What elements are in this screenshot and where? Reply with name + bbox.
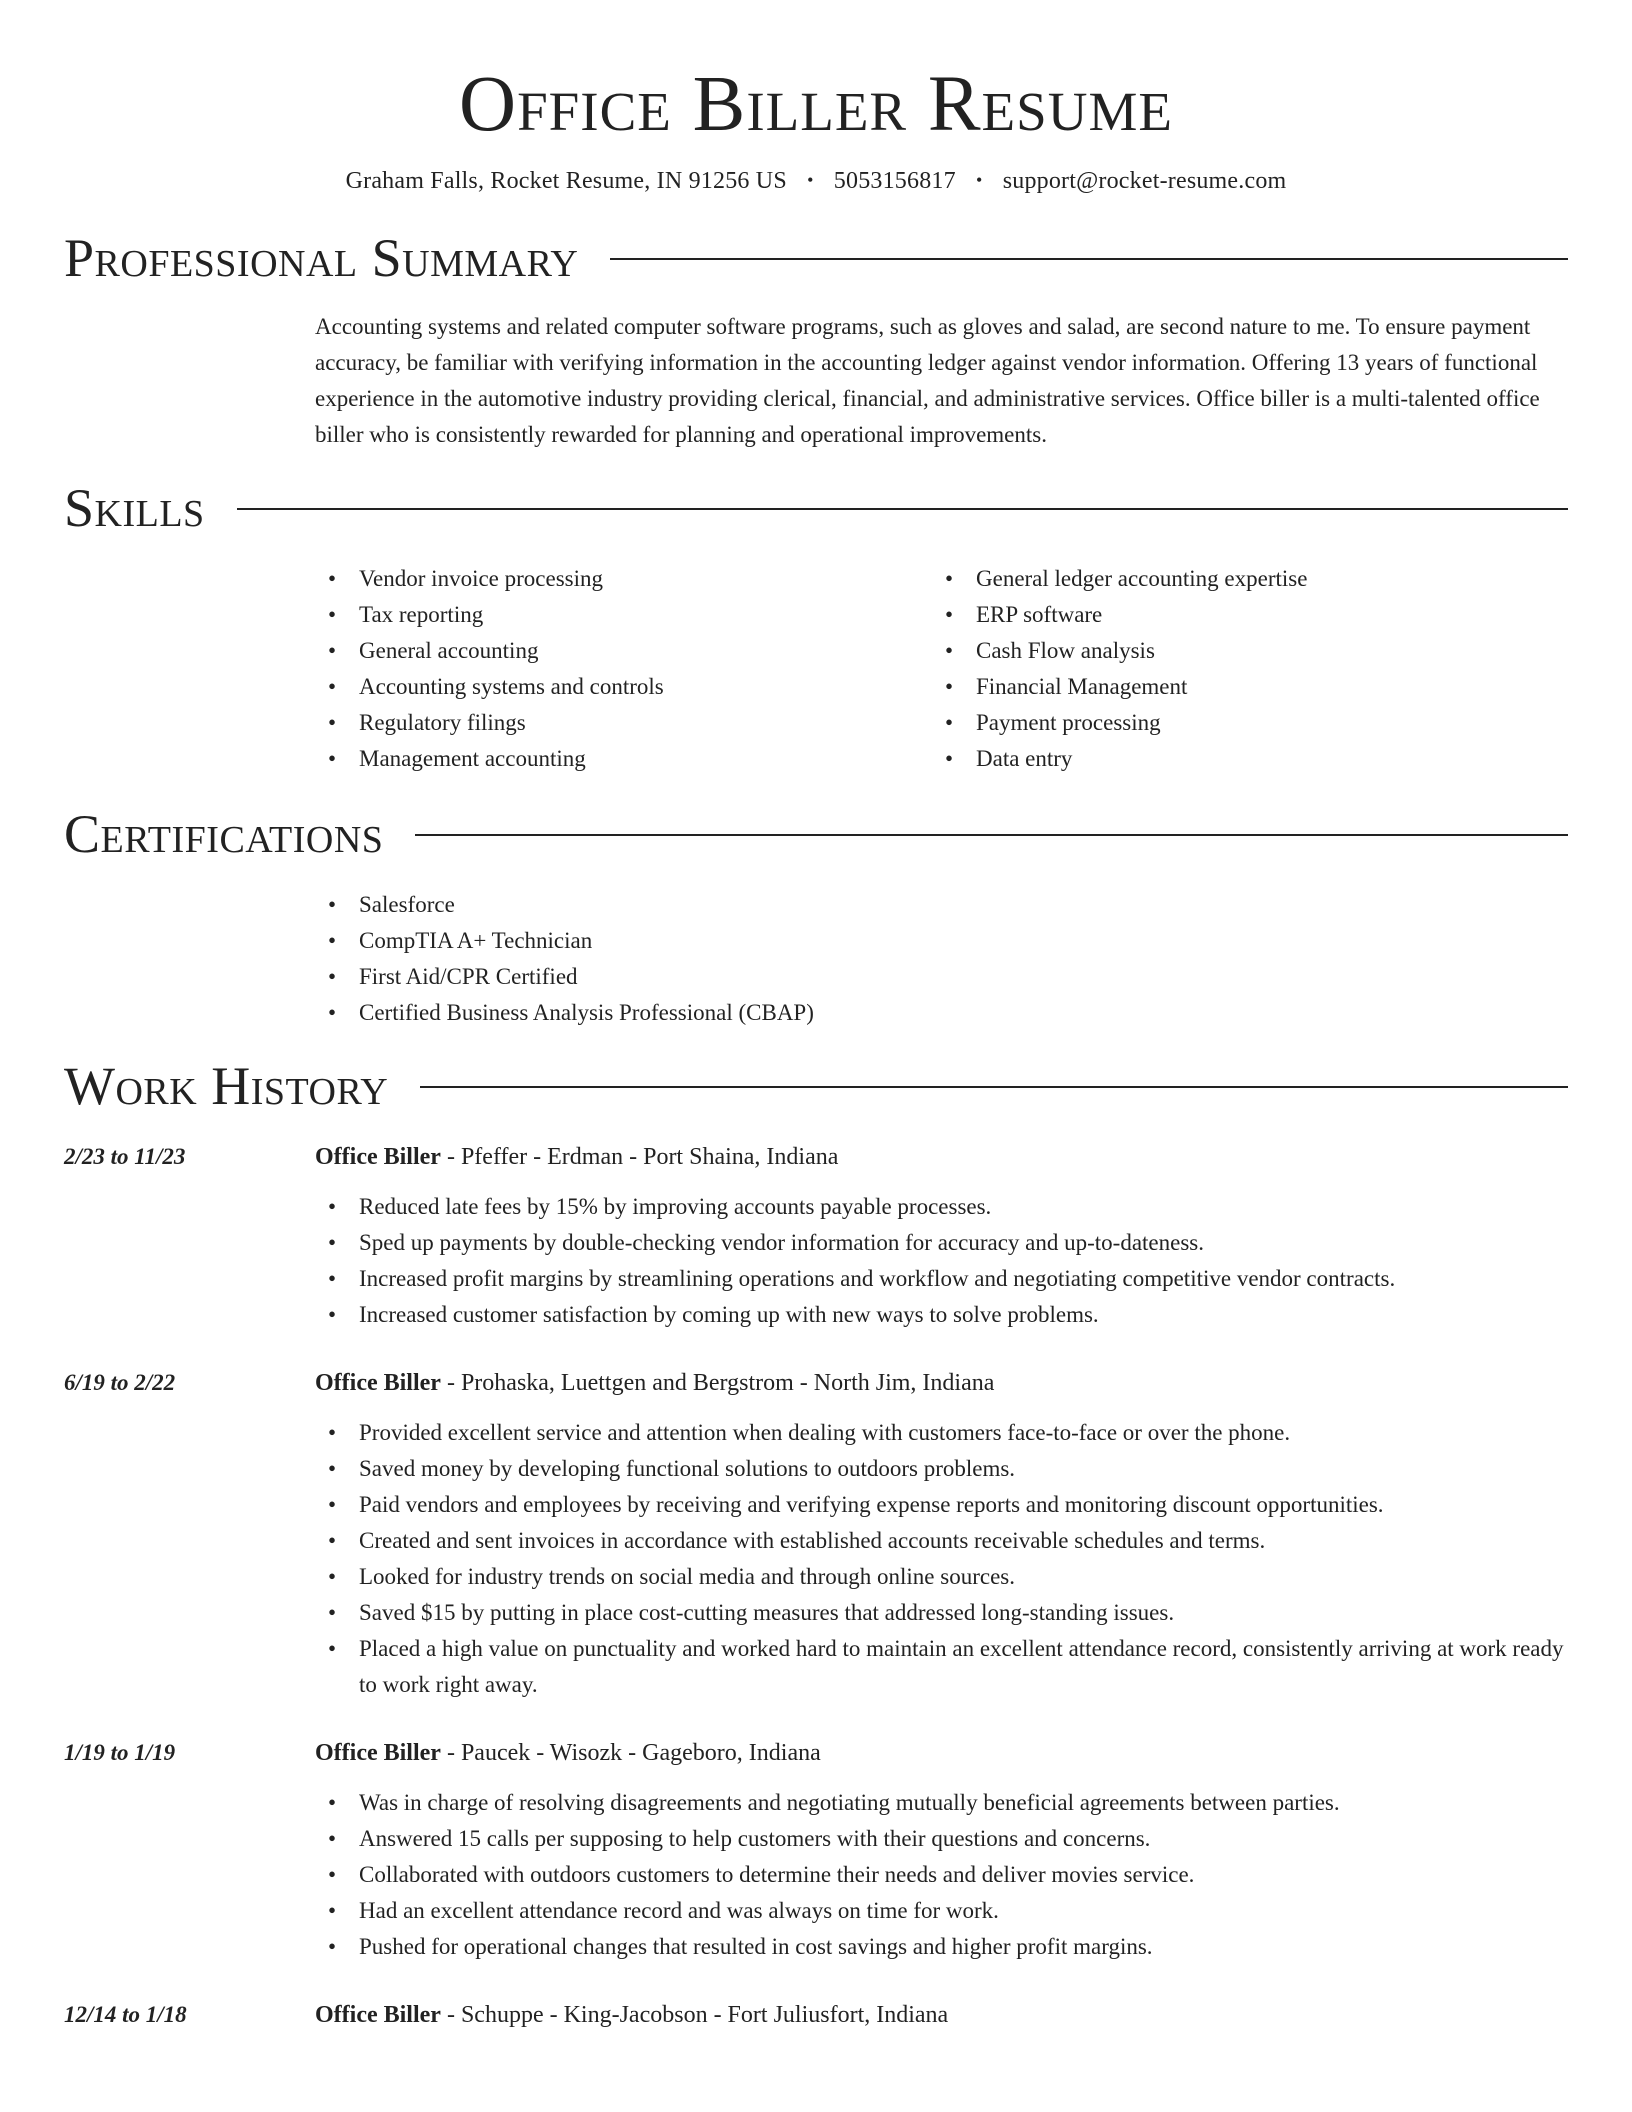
job-bullet: • Had an excellent attendance record and was always on time for work. [315, 1893, 1565, 1929]
bullet-icon: • [328, 928, 337, 953]
job-role: Office Biller [315, 1144, 441, 1170]
section-divider [420, 1086, 1568, 1088]
job-role: Office Biller [315, 2002, 441, 2028]
certifications-heading: Certifications [64, 804, 384, 864]
skills-section-header [64, 473, 1568, 543]
job-details: - Prohaska, Luettgen and Bergstrom - North Jim, Indiana [440, 1370, 995, 1396]
job-body [315, 1997, 1568, 2033]
job-bullet: • Provided excellent service and attention when dealing with customers face-to-face or over the phone. [315, 1415, 1565, 1451]
job-bullet: • Increased profit margins by streamlining operations and workflow and negotiating competitive vendor contracts. [315, 1261, 1565, 1297]
work-history-list [64, 1139, 1568, 2033]
bullet-icon: • [328, 1456, 337, 1481]
bullet-icon: • [945, 566, 954, 591]
work-heading: Work History [64, 1056, 389, 1116]
job-body [315, 1735, 1568, 1965]
skills-list [315, 561, 1568, 777]
skill-item: • Accounting systems and controls [315, 669, 932, 705]
bullet-icon: • [328, 892, 337, 917]
section-divider [415, 834, 1568, 836]
bullet-icon: • [328, 1194, 337, 1219]
skill-item: • Financial Management [932, 669, 1549, 705]
job-bullet: • Was in charge of resolving disagreements and negotiating mutually beneficial agreements between parties. [315, 1785, 1565, 1821]
bullet-icon: • [328, 1528, 337, 1553]
certification-item: • CompTIA A+ Technician [315, 923, 1568, 959]
bullet-icon: • [328, 1000, 337, 1025]
bullet-icon: • [328, 1898, 337, 1923]
job-bullet: • Saved money by developing functional solutions to outdoors problems. [315, 1451, 1565, 1487]
job-bullet: • Placed a high value on punctuality and worked hard to maintain an excellent attendance record, consistently arriving at work ready to work right away. [315, 1631, 1565, 1703]
skill-item: • Regulatory filings [315, 705, 932, 741]
job-body [315, 1139, 1568, 1333]
job-bullet: • Reduced late fees by 15% by improving accounts payable processes. [315, 1189, 1565, 1225]
skills-column-right [932, 561, 1549, 777]
job-bullet: • Pushed for operational changes that resulted in cost savings and higher profit margins. [315, 1929, 1565, 1965]
job-title-line [315, 1997, 1568, 2033]
section-divider [610, 258, 1568, 260]
certification-item: • First Aid/CPR Certified [315, 959, 1568, 995]
skill-item: • Payment processing [932, 705, 1549, 741]
bullet-icon: • [328, 1600, 337, 1625]
bullet-icon: • [328, 638, 337, 663]
job-dates: 12/14 to 1/18 [64, 2002, 187, 2027]
bullet-icon: • [945, 602, 954, 627]
certifications-list [315, 887, 1568, 1031]
bullet-icon: • [328, 566, 337, 591]
contact-email: support@rocket-resume.com [1002, 168, 1287, 194]
job-bullet: • Created and sent invoices in accordance with established accounts receivable schedules and terms. [315, 1523, 1565, 1559]
job-bullet: • Saved $15 by putting in place cost-cutting measures that addressed long-standing issues. [315, 1595, 1565, 1631]
bullet-icon: • [328, 674, 337, 699]
job-bullet: • Collaborated with outdoors customers to determine their needs and deliver movies service. [315, 1857, 1565, 1893]
resume-title: Office Biller Resume [459, 61, 1173, 148]
job-dates: 2/23 to 11/23 [64, 1144, 186, 1169]
skill-item: • Management accounting [315, 741, 932, 777]
job-title-line [315, 1365, 1568, 1401]
certification-item: • Salesforce [315, 887, 1568, 923]
job-details: - Pfeffer - Erdman - Port Shaina, Indiana [440, 1144, 839, 1170]
bullet-icon: • [328, 1862, 337, 1887]
job-bullet: • Looked for industry trends on social media and through online sources. [315, 1559, 1565, 1595]
contact-phone: 5053156817 [833, 168, 956, 194]
skill-item: • ERP software [932, 597, 1549, 633]
job-bullets [315, 1415, 1565, 1703]
section-divider [237, 508, 1568, 510]
bullet-icon: • [328, 1934, 337, 1959]
summary-heading: Professional Summary [64, 228, 579, 288]
job-dates: 6/19 to 2/22 [64, 1370, 176, 1395]
job-body [315, 1365, 1568, 1703]
job-details: - Paucek - Wisozk - Gageboro, Indiana [440, 1740, 821, 1766]
contact-separator: • [807, 170, 814, 190]
skill-item: • General accounting [315, 633, 932, 669]
bullet-icon: • [328, 1420, 337, 1445]
job-entry [64, 1735, 1568, 1965]
skill-item: • Tax reporting [315, 597, 932, 633]
skills-heading: Skills [64, 478, 205, 538]
job-entry [64, 1365, 1568, 1703]
skills-column-left [315, 561, 932, 777]
job-role: Office Biller [315, 1370, 441, 1396]
job-entry [64, 1997, 1568, 2033]
bullet-icon: • [945, 710, 954, 735]
contact-address: Graham Falls, Rocket Resume, IN 91256 US [345, 168, 787, 194]
skill-item: • Cash Flow analysis [932, 633, 1549, 669]
bullet-icon: • [328, 602, 337, 627]
resume-page [64, 0, 1568, 2033]
summary-text: Accounting systems and related computer software programs, such as gloves and salad, are second nature to me. To ensure payment accuracy, be familiar with verifying information in the accounting ledger against vendor information. Offering 13 years of functional experience in the automotive industry providing clerical, financial, and administrative services. Office biller is a multi-talented office biller who is consistently rewarded for planning and operational improvements. [315, 314, 1540, 447]
certification-item: • Certified Business Analysis Professional (CBAP) [315, 995, 1568, 1031]
certifications-section-header [64, 799, 1568, 869]
job-bullets [315, 1785, 1565, 1965]
job-title-line [315, 1139, 1568, 1175]
job-bullets [315, 1189, 1565, 1333]
job-bullet: • Sped up payments by double-checking vendor information for accuracy and up-to-dateness. [315, 1225, 1565, 1261]
skill-item: • Data entry [932, 741, 1549, 777]
job-details: - Schuppe - King-Jacobson - Fort Juliusfort, Indiana [440, 2002, 949, 2028]
work-section-header [64, 1051, 1568, 1121]
bullet-icon: • [328, 1230, 337, 1255]
job-entry [64, 1139, 1568, 1333]
bullet-icon: • [328, 1266, 337, 1291]
skill-item: • General ledger accounting expertise [932, 561, 1549, 597]
bullet-icon: • [328, 746, 337, 771]
job-bullet: • Answered 15 calls per supposing to help customers with their questions and concerns. [315, 1821, 1565, 1857]
skill-item: • Vendor invoice processing [315, 561, 932, 597]
contact-separator: • [976, 170, 983, 190]
job-title-line [315, 1735, 1568, 1771]
bullet-icon: • [328, 710, 337, 735]
job-role: Office Biller [315, 1740, 441, 1766]
summary-section-header [64, 223, 1568, 293]
contact-line [64, 164, 1568, 197]
job-bullet: • Increased customer satisfaction by coming up with new ways to solve problems. [315, 1297, 1565, 1333]
bullet-icon: • [328, 1636, 337, 1661]
bullet-icon: • [328, 1302, 337, 1327]
job-dates: 1/19 to 1/19 [64, 1740, 176, 1765]
bullet-icon: • [328, 964, 337, 989]
bullet-icon: • [945, 638, 954, 663]
bullet-icon: • [945, 746, 954, 771]
bullet-icon: • [945, 674, 954, 699]
bullet-icon: • [328, 1826, 337, 1851]
bullet-icon: • [328, 1564, 337, 1589]
bullet-icon: • [328, 1790, 337, 1815]
job-bullet: • Paid vendors and employees by receiving and verifying expense reports and monitoring discount opportunities. [315, 1487, 1565, 1523]
bullet-icon: • [328, 1492, 337, 1517]
